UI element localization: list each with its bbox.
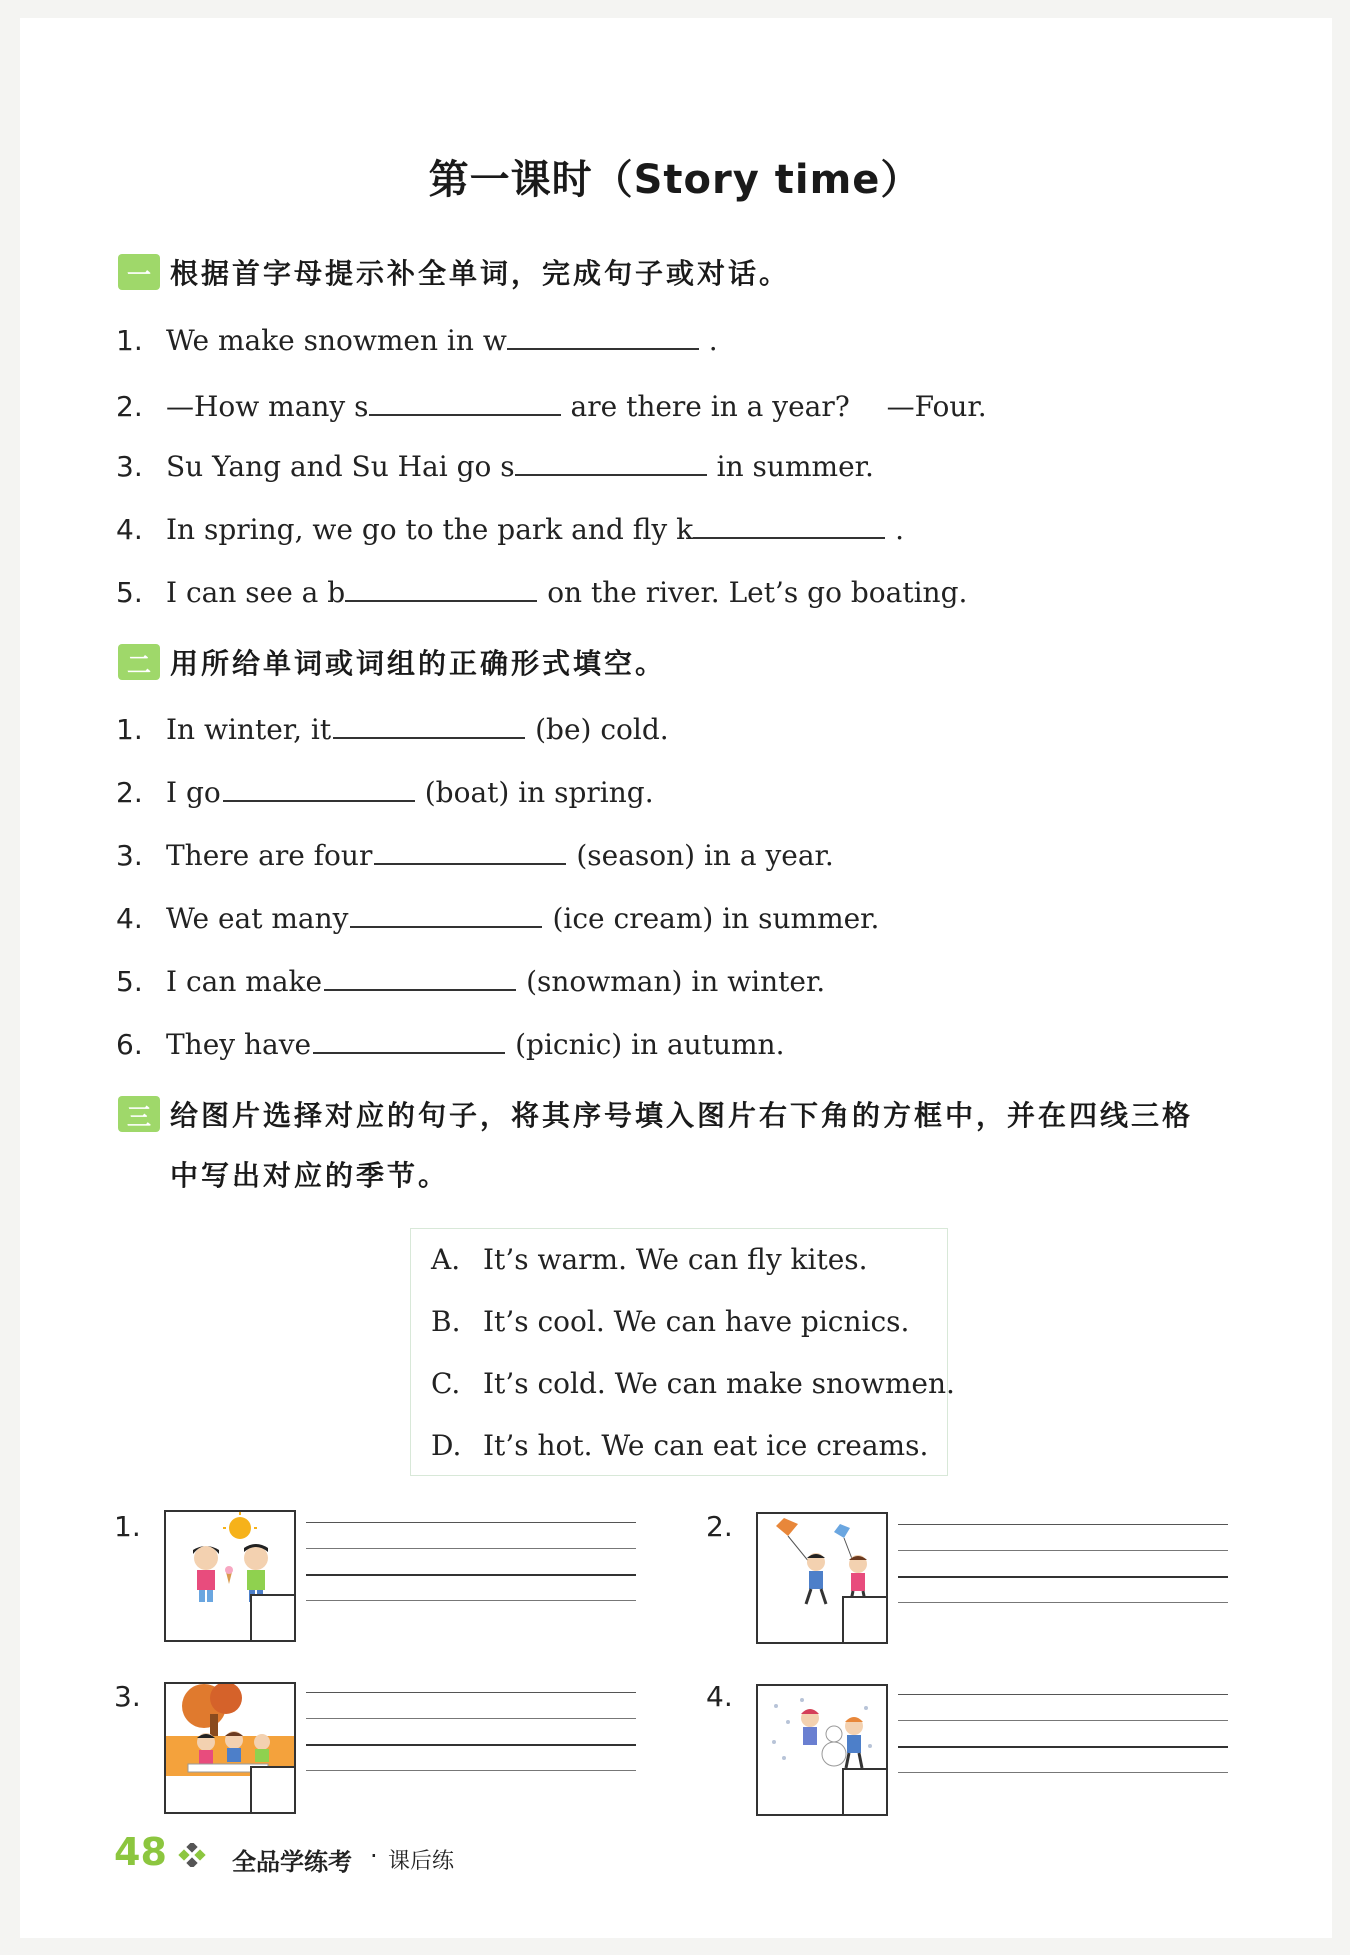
answer-blank[interactable]: [515, 448, 707, 476]
footer-brand: 全品学练考: [232, 1848, 352, 1876]
section2-header: [118, 642, 666, 682]
s2-question-6: 6. They have (picnic) in autumn.: [116, 1028, 785, 1061]
option-d: D. It’s hot. We can eat ice creams.: [431, 1429, 929, 1462]
section3-badge: 三: [118, 1096, 160, 1132]
section3-header: [118, 1094, 1193, 1134]
answer-blank[interactable]: [345, 574, 537, 602]
section1-header: [118, 252, 790, 292]
answer-blank[interactable]: [350, 900, 542, 928]
four-line-grid[interactable]: [306, 1692, 636, 1782]
s1-question-3: 3. Su Yang and Su Hai go s in summer.: [116, 450, 874, 483]
section2-instruction: 用所给单词或词组的正确形式填空。: [170, 647, 667, 680]
section1-instruction: 根据首字母提示补全单词，完成句子或对话。: [170, 257, 791, 290]
summer-ice-cream-picture-icon: [164, 1510, 296, 1642]
answer-box[interactable]: [842, 1596, 886, 1642]
answer-blank[interactable]: [313, 1026, 505, 1054]
section2-badge: 二: [118, 644, 160, 680]
answer-blank[interactable]: [324, 963, 516, 991]
s1-question-2: 2. —How many s are there in a year? —Four.: [116, 390, 987, 423]
option-a: A. It’s warm. We can fly kites.: [431, 1243, 868, 1276]
answer-box[interactable]: [250, 1766, 294, 1812]
answer-blank[interactable]: [374, 837, 566, 865]
answer-blank[interactable]: [369, 388, 561, 416]
four-line-grid[interactable]: [306, 1522, 636, 1612]
spring-kite-picture-icon: [756, 1512, 888, 1644]
s2-question-1: 1. In winter, it (be) cold.: [116, 713, 669, 746]
page-title: 第一课时（Story time）: [428, 157, 922, 203]
s2-question-5: 5. I can make (snowman) in winter.: [116, 965, 826, 998]
picture-2-number: 2.: [706, 1510, 733, 1543]
page-number: 48: [114, 1830, 167, 1874]
four-line-grid[interactable]: [898, 1694, 1228, 1784]
picture-1-number: 1.: [114, 1510, 141, 1543]
footer-separator: ·: [370, 1842, 378, 1870]
s2-question-3: 3. There are four (season) in a year.: [116, 839, 834, 872]
autumn-picnic-picture-icon: [164, 1682, 296, 1814]
s2-question-4: 4. We eat many (ice cream) in summer.: [116, 902, 880, 935]
s2-question-2: 2. I go (boat) in spring.: [116, 776, 654, 809]
section3-instruction-line1: 给图片选择对应的句子，将其序号填入图片右下角的方框中，并在四线三格: [170, 1099, 1194, 1132]
answer-box[interactable]: [250, 1594, 294, 1640]
s1-question-5: 5. I can see a b on the river. Let’s go boating.: [116, 576, 968, 609]
section1-badge: 一: [118, 254, 160, 290]
answer-blank[interactable]: [223, 774, 415, 802]
option-b: B. It’s cool. We can have picnics.: [431, 1305, 910, 1338]
answer-blank[interactable]: [693, 511, 885, 539]
s1-question-1: 1. We make snowmen in w .: [116, 324, 718, 357]
decorative-dots-icon: [178, 1843, 206, 1867]
s1-question-4: 4. In spring, we go to the park and fly k .: [116, 513, 904, 546]
picture-4-number: 4.: [706, 1680, 733, 1713]
options-box: [410, 1228, 955, 1476]
option-c: C. It’s cold. We can make snowmen.: [431, 1367, 955, 1400]
answer-blank[interactable]: [333, 711, 525, 739]
section3-instruction-line2: 中写出对应的季节。: [170, 1159, 450, 1192]
winter-snowman-picture-icon: [756, 1684, 888, 1816]
four-line-grid[interactable]: [898, 1524, 1228, 1614]
footer-subtitle: 课后练: [388, 1849, 455, 1874]
answer-box[interactable]: [842, 1768, 886, 1814]
picture-3-number: 3.: [114, 1680, 141, 1713]
answer-blank[interactable]: [507, 322, 699, 350]
